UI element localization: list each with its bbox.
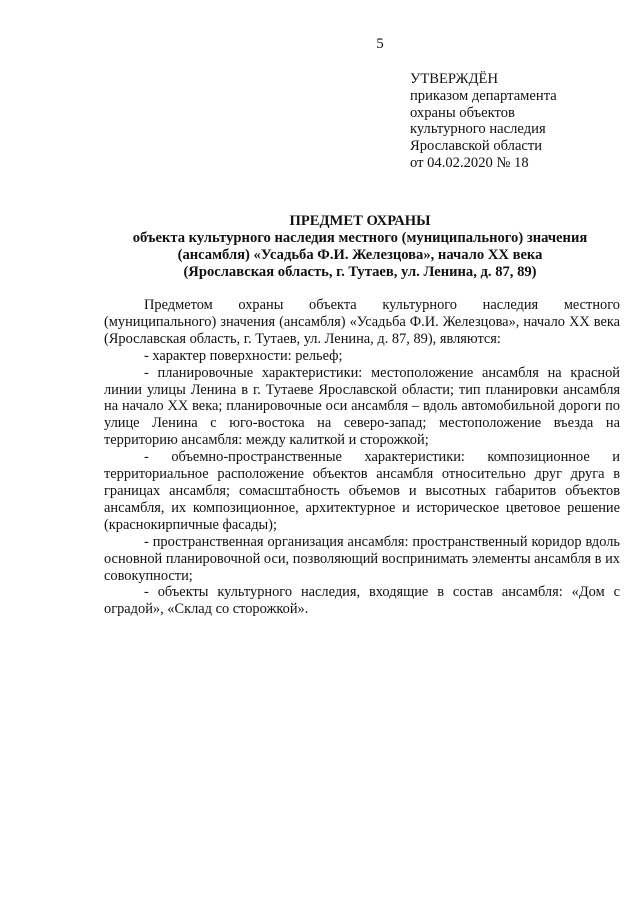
approval-stamp-block [410, 71, 625, 172]
page-number: 5 [376, 36, 384, 52]
document-body [104, 297, 620, 618]
approval-line-date-number: от 04.02.2020 № 18 [410, 154, 529, 171]
approval-line-approved: УТВЕРЖДЁН [410, 71, 498, 87]
document-title: ПРЕДМЕТ ОХРАНЫ [289, 213, 431, 229]
document-heading [100, 213, 620, 281]
body-item-heritage-objects: - объекты культурного наследия, входящие в состав ансамбля: «Дом с оградой», «Склад со сторожкой». [104, 584, 620, 618]
body-item-volumetric: - объемно-пространственные характеристики: композиционное и территориальное расположение объектов ансамбля относительно друг друга в границах ансамбля; сомасштабность объемов и высотных габаритов объектов ансамбля, их композиционное, архитектурное и историческое цветовое решение (краснокирпичные фасады); [104, 449, 620, 533]
body-item-planning: - планировочные характеристики: местоположение ансамбля на красной линии улицы Ленина в г. Тутаеве Ярославской области; тип планировки ансамбля на начало XX века; планировочные оси ансамбля – вдоль автомобильной дороги по улице Ленина с юго-востока на северо-запад; местоположение въезда на территорию ансамбля: между калиткой и сторожкой; [104, 364, 620, 449]
body-item-spatial: - пространственная организация ансамбля: пространственный коридор вдоль основной планировочной оси, позволяющий воспринимать элементы ансамбля в их совокупности; [104, 533, 620, 584]
document-subtitle-line: (ансамбля) «Усадьба Ф.И. Железцова», начало XX века [177, 247, 543, 263]
approval-line-department: охраны объектов [410, 104, 515, 121]
document-subtitle-line: объекта культурного наследия местного (муниципального) значения [132, 230, 588, 246]
approval-line-region: Ярославской области [410, 138, 543, 155]
body-paragraph-intro: Предметом охраны объекта культурного наследия местного (муниципального) значения (ансамбля) «Усадьба Ф.И. Железцова», начало XX века (Ярославская область, г. Тутаев, ул. Ленина, д. 87, 89), являются: [104, 297, 620, 347]
body-item-relief: - характер поверхности: рельеф; [144, 347, 343, 364]
approval-line-heritage: культурного наследия [410, 121, 546, 138]
approval-line-order: приказом департамента [410, 87, 557, 104]
document-subtitle-line: (Ярославская область, г. Тутаев, ул. Ленина, д. 87, 89) [183, 264, 537, 280]
